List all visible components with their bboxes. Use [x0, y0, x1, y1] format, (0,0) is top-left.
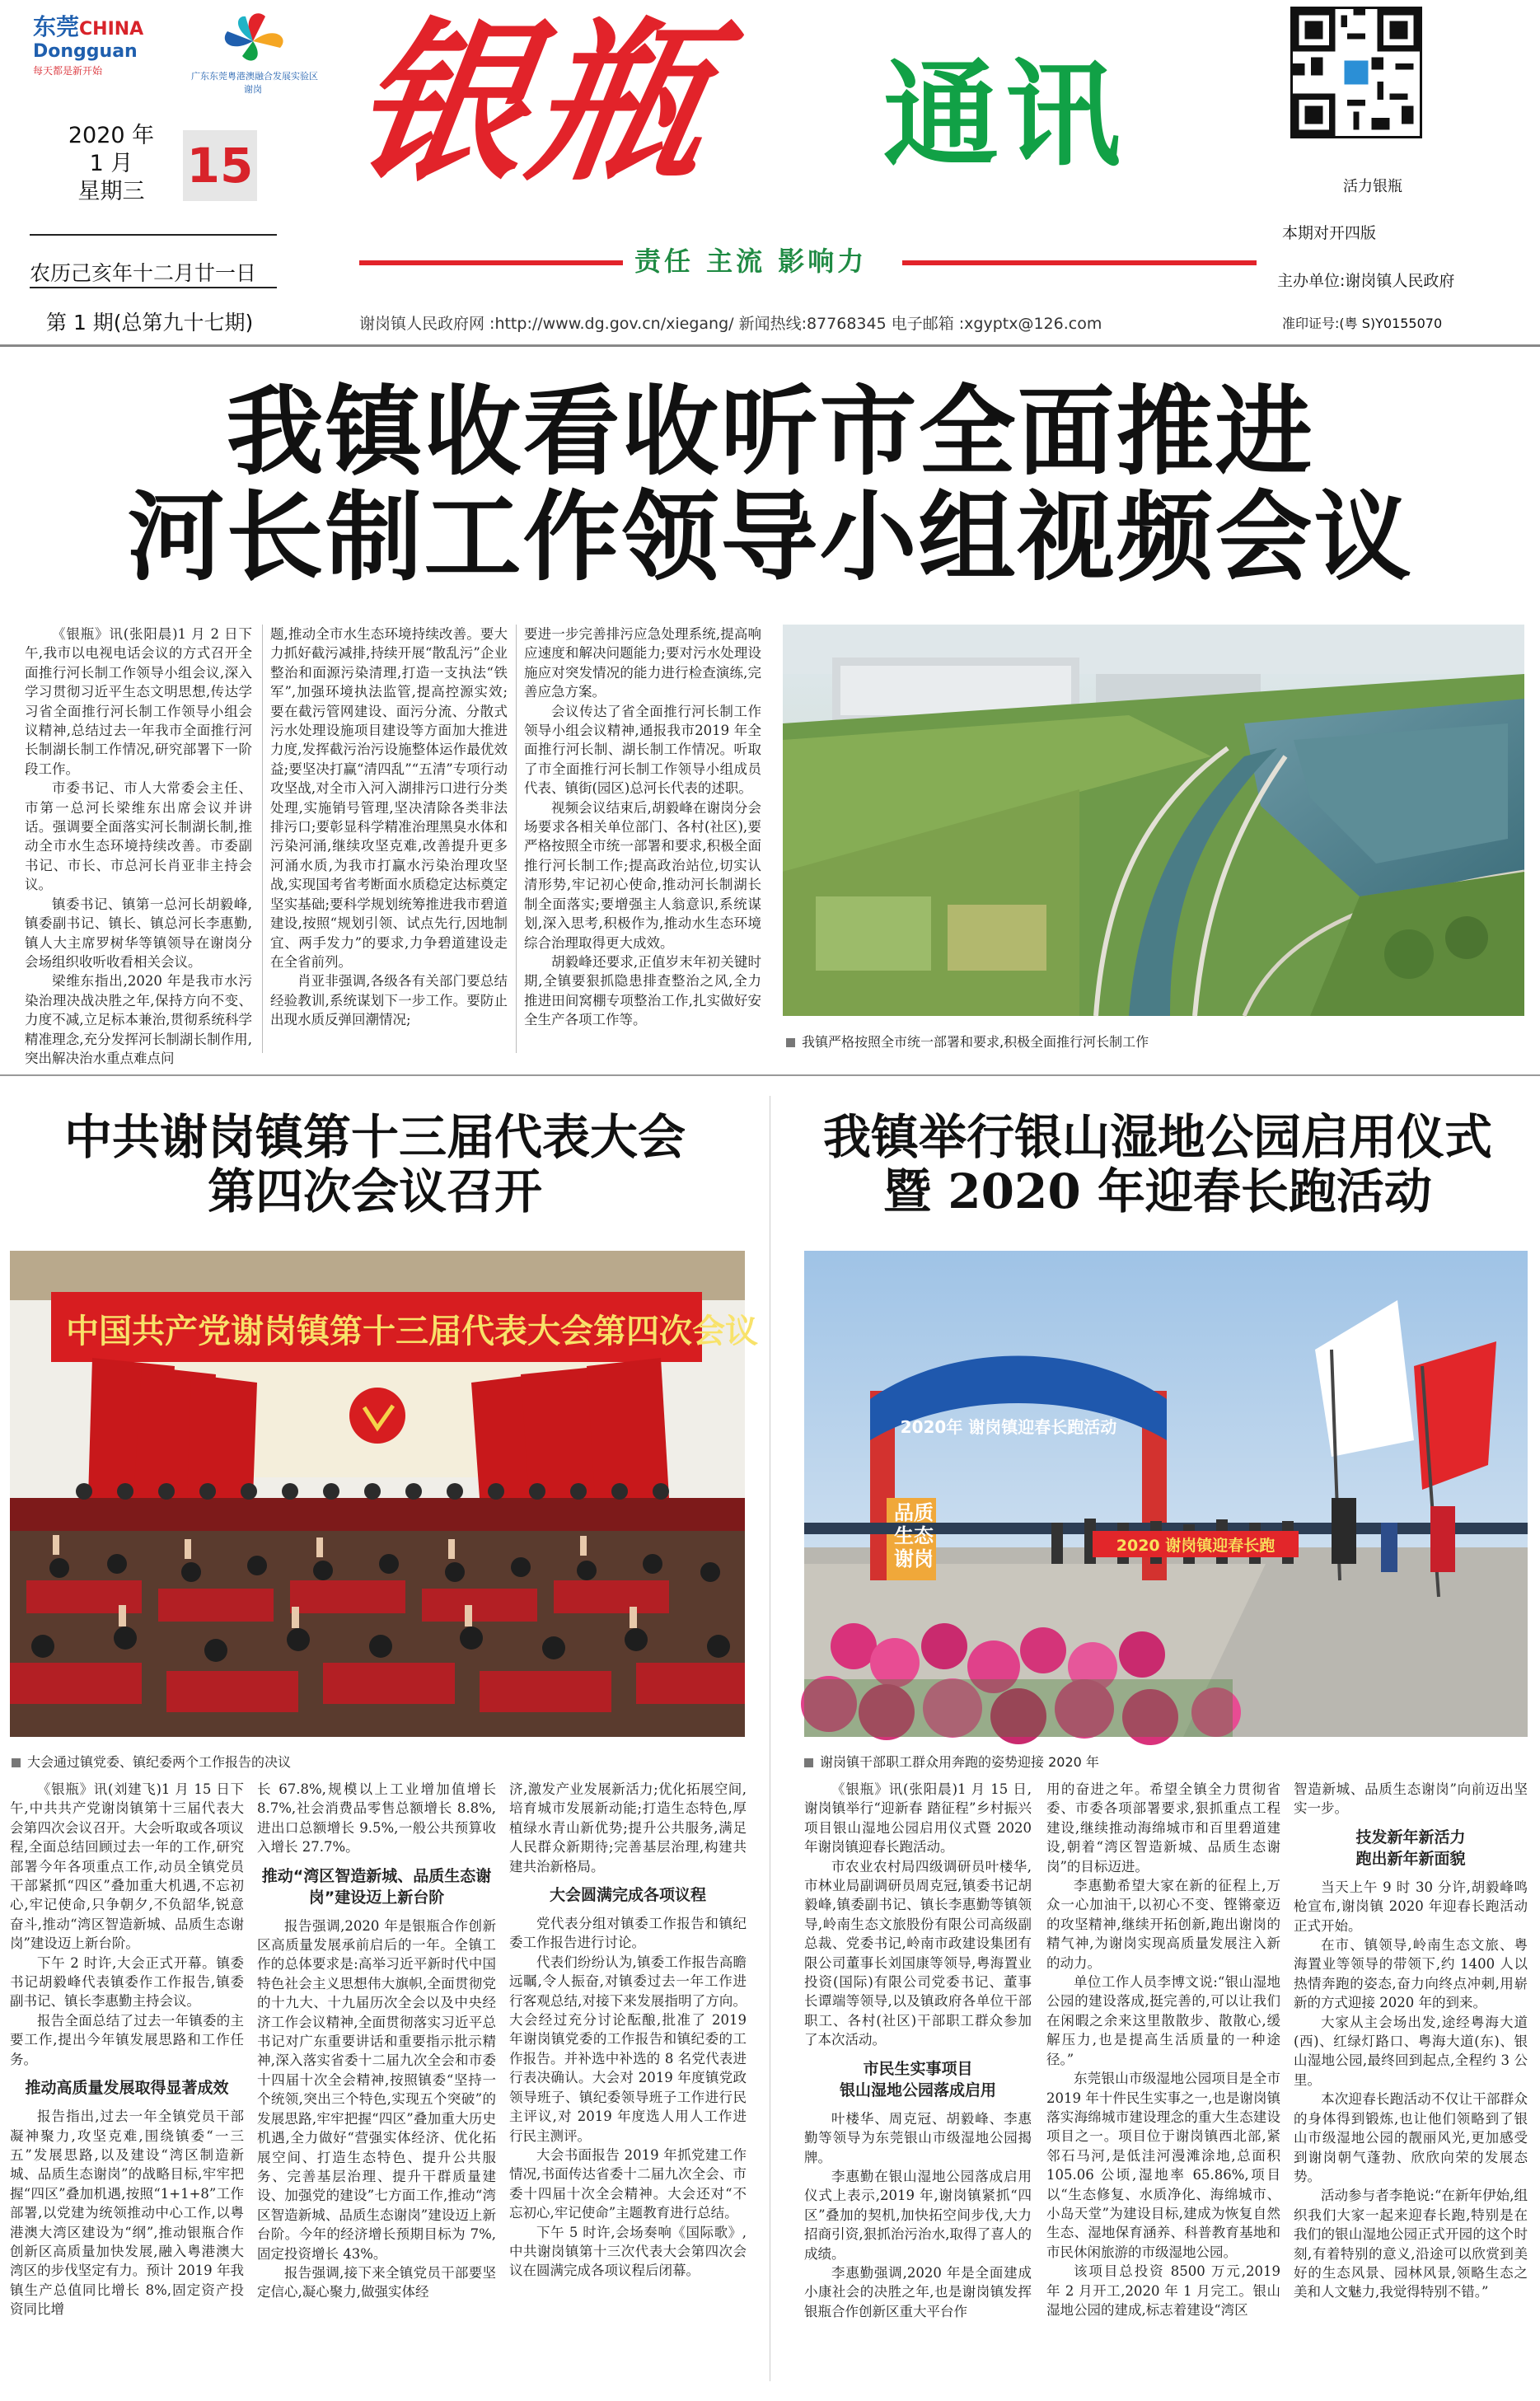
story1-column-3 [524, 625, 761, 1055]
issue-month: 1 月 [89, 151, 133, 176]
story1-paragraph: 会议传达了省全面推行河长制工作领导小组会议精神,通报我市2019 年全面推行河长制、湖长制工作情况。听取了市全面推行河长制工作领导小组成员代表、镇街(园区)总河长代表的述职。 [524, 703, 761, 797]
slogan-bar-right [902, 260, 1257, 265]
pages-info: 本期对开四版 [1282, 224, 1377, 242]
masthead-contact: 谢岗镇人民政府网 :http://www.dg.gov.cn/xiegang/ 新闻热线:87768345 电子邮箱 :xgyptx@126.com [359, 315, 1102, 333]
story1-paragraph: 视频会议结束后,胡毅峰在谢岗分会场要求各相关单位部门、各村(社区),要严格按照全市统一部署和要求,积极全面推行河长制工作;提高政治站位,切实认清形势,牢记初心使命,推动河长制湖长制全面落实;要增强主人翁意识,系统谋划,深入思考,积极作为,推动水生态环境综合治理取得更大成效。 [524, 799, 761, 951]
story3-subheading: 银山湿地公园落成启用 [839, 2080, 996, 2099]
story1-headline-line2: 河长制工作领导小组视频会议 [127, 480, 1413, 594]
slogan-bar-left [359, 260, 623, 265]
story3-paragraph: 在市、镇领导,岭南生态文旅、粤海置业等领导的带领下,约 1400 人以热情奔跑的姿态,奋力向终点冲刺,用崭新的方式迎接 2020 年的到来。 [1294, 1937, 1528, 2011]
masthead-title-red: 银瓶 [341, 1, 726, 204]
story2-paragraph: 大会书面报告 2019 年抓党建工作情况,书面传达省委十二届九次全会、市委十四届十次全会精神。大会还对“不忘初心,牢记使命”主题教育进行总结。 [509, 2146, 747, 2221]
story2-paragraph: 党代表分组对镇委工作报告和镇纪委工作报告进行讨论。 [509, 1916, 747, 1951]
story1-paragraph: 要进一步完善排污应急处理系统,提高响应速度和解决问题能力;要对污水处理设施应对突发情况的能力进行检查演练,完善应急方案。 [524, 626, 761, 700]
story3-headline-line1: 我镇举行银山湿地公园启用仪式 [822, 1109, 1492, 1165]
qr-code [1290, 7, 1422, 138]
congress-banner-text: 中国共产党谢岗镇第十三届代表大会第四次会议 [66, 1313, 758, 1350]
dongguan-logo-en: Dongguan [33, 41, 138, 62]
story3-paragraph: 《银瓶》讯(张阳晨)1 月 15 日,谢岗镇举行“迎新春 踏征程”乡村振兴项目银山湿地公园启用仪式暨 2020 年谢岗镇迎春长跑活动。 [804, 1781, 1032, 1856]
arch-side-text: 品质生态谢岗 [894, 1501, 934, 1570]
issue-weekday: 星期三 [77, 179, 145, 204]
caption-square-icon [12, 1758, 21, 1767]
story2-headline-line1: 中共谢岗镇第十三届代表大会 [63, 1109, 686, 1165]
story2-paragraph: 下午 2 时许,大会正式开幕。镇委书记胡毅峰代表镇委作工作报告,镇委副书记、镇长李惠勤主持会议。 [10, 1954, 244, 2010]
lunar-divider [30, 287, 277, 288]
section-rule [0, 1074, 1540, 1076]
story1-photo-caption [786, 1032, 1149, 1051]
story3-subheading: 技发新年新活力 [1355, 1828, 1466, 1846]
story2-paragraph: 代表们纷纷认为,镇委工作报告高瞻远瞩,令人振奋,对镇委过去一年工作进行客观总结,对接下来发展指明了方向。大会经过充分讨论酝酿,批准了 2019 年谢岗镇党委的工作报告和镇纪委的工作报告。并补选中补选的 8 名党代表进行表决确认。大会对 2019 年度镇党政领导班子、镇纪委领导班子工作进行民主评议,对 2019 年度选人用人工作进行民主测评。 [509, 1954, 747, 2144]
story1-paragraph: 题,推动全市水生态环境持续改善。要大力抓好截污减排,持续开展“散乱污”企业整治和面源污染清理,打造一支执法“铁军”,加强环境执法监管,提高控源实效;要在截污管网建设、面污分流、分散式污水处理设施项目建设等方面加大推进力度,发挥截污治污设施整体运作最优效益;要坚决打赢“清四乱”“五清”专项行动攻坚战,对全市入河入湖排污口进行分类处理,实施销号管理,坚决清除各类非法排污口;要彰显科学精准治理黑臭水体和污染河涌,继续攻坚克难,改善提升更多河涌水质,为我市打赢水污染治理攻坚战,实现国考省考断面水质稳定达标奠定坚实基础;要科学规划统筹推进我市碧道建设,按照“规划引领、试点先行,因地制宜、两手发力”的要求,力争碧道建设走在全省前列。 [270, 626, 508, 970]
pinwheel-icon [208, 8, 298, 63]
story2-subheading: 大会圆满完成各项议程 [549, 1886, 706, 1905]
story3-paragraph: 智造新城、品质生态谢岗”向前迈出坚实一步。 [1294, 1781, 1528, 1817]
story3-paragraph: 用的奋进之年。希望全镇全力贯彻省委、市委各项部署要求,狠抓重点工程建设,继续推动海绵城市和百里碧道建设,朝着“湾区智造新城、品质生态谢岗”的目标迈进。 [1046, 1781, 1280, 1874]
story3-paragraph: 李惠勤强调,2020 年是全面建成小康社会的决胜之年,也是谢岗镇发挥银瓶合作创新区重大平台作 [804, 2264, 1032, 2319]
date-divider [30, 234, 277, 236]
caption-square-icon [786, 1038, 795, 1047]
issue-date [49, 122, 173, 206]
story3-paragraph: 该项目总投资 8500 万元,2019 年 2 月开工,2020 年 1 月完工。银山湿地公园的建成,标志着建设“湾区 [1046, 2263, 1280, 2318]
story2-paragraph: 报告指出,过去一年全镇党员干部凝神聚力,攻坚克难,围绕镇委“一三五”发展思路,以及建设“湾区制造新城、品质生态谢岗”的战略目标,牢牢把握“四区”叠加机遇,按照“1+1+8”工作部署,以党建为统领推动中心工作,以粤港澳大湾区建设为“纲”,推动银瓶合作创新区高质量加快发展,融入粤港澳大湾区的步伐坚定有力。预计 2019 年我镇生产总值同比增长 8%,固定资产投资同比增 [10, 2108, 244, 2318]
runner-banner-text: 2020 谢岗镇迎春长跑 [1116, 1537, 1276, 1555]
masthead-rule [0, 344, 1540, 347]
dongguan-logo [33, 13, 157, 77]
issue-number: 第 1 期(总第九十七期) [46, 311, 254, 335]
story3-photo-caption [804, 1752, 1099, 1771]
story3-photo-caption-text: 谢岗镇干部职工群众用奔跑的姿势迎接 2020 年 [820, 1754, 1099, 1770]
masthead-slogan: 责任 主流 影响力 [634, 246, 868, 277]
story2-column-2 [257, 1780, 496, 2381]
story3-headline-line2: 暨 2020 年迎春长跑活动 [883, 1163, 1432, 1219]
story2-paragraph: 报告强调,接下来全镇党员干部要坚定信心,凝心聚力,做强实体经 [257, 2264, 496, 2300]
story3-paragraph: 李惠勤在银山湿地公园落成启用仪式上表示,2019 年,谢岗镇紧抓“四区”叠加的契机,加快拓空间步伐,大力招商引资,狠抓治污治水,取得了喜人的成绩。 [804, 2168, 1032, 2262]
issue-day: 15 [183, 130, 257, 201]
caption-square-icon [804, 1758, 813, 1767]
story3-paragraph: 李惠勤希望大家在新的征程上,万众一心加油干,以初心不变、铿锵豪迈的攻坚精神,继续开拓创新,跑出谢岗的精气神,为谢岗实现高质量发展注入新的动力。 [1046, 1878, 1280, 1971]
story1-column-1 [25, 625, 252, 1066]
lunar-date: 农历己亥年十二月廿一日 [30, 261, 257, 285]
bay-area-logo-line2: 谢岗 [244, 84, 262, 95]
story3-paragraph: 单位工作人员李博文说:“银山湿地公园的建设落成,挺完善的,可以让我们在闲暇之余来这里散散步、散散心,缓解压力,也是提高生活质量的一种途径。” [1046, 1974, 1280, 2067]
story3-column-3 [1294, 1780, 1528, 2381]
story2-paragraph: 济,激发产业发展新活力;优化拓展空间,培育城市发展新动能;打造生态特色,厚植绿水青山新优势;提升公共服务,满足人民群众新期待;完善基层治理,构建共建共治新格局。 [509, 1781, 747, 1874]
arch-banner-text: 2020年 谢岗镇迎春长跑活动 [900, 1417, 1117, 1437]
story2-column-3 [509, 1780, 747, 2381]
dongguan-logo-name: 东莞 [33, 13, 80, 40]
story3-paragraph: 东莞银山市级湿地公园项目是全市 2019 年十件民生实事之一,也是谢岗镇落实海绵城市建设理念的重大生态建设项目之一。项目位于谢岗镇西北部,紧邻石马河,是低洼河漫滩涂地,总面积 105.06 公顷,湿地率 65.86%,项目以“生态修复、水质净化、海绵城市、小岛天堂”为建设目标,建成为恢复自然生态、湿地保育涵养、科普教育基地和市民休闲旅游的市级湿地公园。 [1046, 2071, 1280, 2260]
story2-paragraph: 报告强调,2020 年是银瓶合作创新区高质量发展承前启后的一年。全镇工作的总体要求是:高举习近平新时代中国特色社会主义思想伟大旗帜,全面贯彻党的十九大、十九届历次全会以及中央经济工作会议精神,全面贯彻落实习近平总书记对广东重要讲话和重要指示批示精神,深入落实省委十二届九次全会和市委十四届十次全会精神,按照镇委“坚持一个统领,突出三个特色,实现五个突破”的发展思路,牢牢把握“四区”叠加重大历史机遇,全力做好“营强实体经济、优化拓展空间、打造生态特色、提升公共服务、完善基层治理、提升干群质量建设、加强党的建设”七方面工作,推动“湾区智造新城、品质生态谢岗”建设迈上新台阶。今年的经济增长预期目标为 7%,固定投资增长 43%。 [257, 1917, 496, 2262]
story2-paragraph: 报告全面总结了过去一年镇委的主要工作,提出今年镇发展思路和工作任务。 [10, 2012, 244, 2067]
dongguan-logo-tagline: 每天都是新开始 [33, 65, 103, 77]
bay-area-logo [191, 8, 318, 95]
issue-year: 2020 年 [68, 123, 155, 148]
story3-paragraph: 当天上午 9 时 30 分许,胡毅峰鸣枪宣布,谢岗镇 2020 年迎春长跑活动正式开始。 [1294, 1879, 1528, 1934]
story2-paragraph: 下午 5 时许,会场奏响《国际歌》,中共谢岗镇第十三次代表大会第四次会议在圆满完成各项议程后闭幕。 [509, 2224, 747, 2279]
story3-subheading: 市民生实事项目 [863, 2059, 973, 2078]
story3-paragraph: 大家从主会场出发,途经粤海大道(西)、红绿灯路口、粤海大道(东)、银山湿地公园,最终回到起点,全程约 3 公里。 [1294, 2014, 1528, 2088]
story1-paragraph: 梁维东指出,2020 年是我市水污染治理决战决胜之年,保持方向不变、力度不减,立足标本兼治,贯彻系统科学精准理念,充分发挥河长制湖长制作用,突出解决治水重点难点问 [25, 973, 252, 1066]
dongguan-logo-china: CHINA [79, 19, 144, 40]
story2-headline-line2: 第四次会议召开 [207, 1163, 542, 1219]
river-aerial-photo [783, 625, 1524, 1016]
story2-paragraph: 《银瓶》讯(刘建飞)1 月 15 日下午,中共共产党谢岗镇第十三届代表大会第四次会议召开。大会听取或各项议程,全面总结回顾过去一年的工作,研究部署今年各项重点工作,动员全镇党员干部紧抓“四区”叠加重大机遇,不忘初心,牢记使命,只争朝夕,不负韶华,锐意奋斗,推动“湾区智造新城、品质生态谢岗”建设迈上新台阶。 [10, 1781, 244, 1952]
bay-area-logo-line1: 广东东莞粤港澳融合发展实验区 [191, 71, 318, 82]
story2-subheading: 推动高质量发展取得显著成效 [25, 2079, 229, 2098]
story3-paragraph: 叶楼华、周克冠、胡毅峰、李惠勤等领导为东莞银山市级湿地公园揭牌。 [804, 2110, 1032, 2165]
story3-column-1 [804, 1780, 1032, 2381]
sponsor-info: 主办单位:谢岗镇人民政府 [1277, 272, 1455, 290]
story1-headline-line1: 我镇收看收听市全面推进 [226, 375, 1314, 489]
story1-paragraph: 《银瓶》讯(张阳晨)1 月 2 日下午,我市以电视电话会议的方式召开全面推行河长制工作领导小组会议,深入学习贯彻习近平生态文明思想,传达学习省全面推行河长制工作领导小组会议精神,总结过去一年我市全面推行河长制湖长制工作情况,研究部署下一阶段工作。 [25, 626, 252, 777]
story3-paragraph: 市农业农村局四级调研员叶楼华,市林业局副调研员周克冠,镇委书记胡毅峰,镇委副书记、镇长李惠勤等镇领导,岭南生态文旅股份有限公司高级副总裁、党委书记,岭南市政建设集团有限公司董事长刘国康等领导,粤海置业投资(国际)有限公司党委书记、董事长谭端等领导,以及镇政府各单位干部职工、各村(社区)干部职工群众参加了本次活动。 [804, 1858, 1032, 2048]
story1-paragraph: 市委书记、市人大常委会主任、市第一总河长梁维东出席会议并讲话。强调要全面落实河长制湖长制,推动全市水生态环境持续改善。市委副书记、市长、市总河长肖亚非主持会议。 [25, 780, 252, 893]
story3-subheading: 跑出新年新面貌 [1355, 1849, 1466, 1868]
permit-info: 准印证号:(粤 S)Y0155070 [1282, 316, 1443, 331]
masthead-title-green: 通讯 [883, 49, 1128, 183]
story3-paragraph: 本次迎春长跑活动不仅让干部群众的身体得到锻炼,也让他们领略到了银山市级湿地公园的靓丽风光,更加感受到谢岗朝气蓬勃、欣欣向荣的发展态势。 [1294, 2091, 1528, 2184]
story2-column-1 [10, 1780, 244, 2381]
column-rule [262, 625, 263, 1053]
story1-paragraph: 镇委书记、镇第一总河长胡毅峰,镇委副书记、镇长、镇总河长李惠勤,镇人大主席罗树华等镇领导在谢岗分会场组织收听收看相关会议。 [25, 896, 252, 970]
story2-subheading: 推动“湾区智造新城、品质生态谢岗”建设迈上新台阶 [261, 1866, 492, 1907]
story1-photo-caption-text: 我镇严格按照全市统一部署和要求,积极全面推行河长制工作 [802, 1034, 1149, 1050]
story1-paragraph: 肖亚非强调,各级各有关部门要总结经验教训,系统谋划下一步工作。要防止出现水质反弹回潮情况; [270, 973, 508, 1028]
spring-run-photo [804, 1251, 1528, 1737]
story1-paragraph: 胡毅峰还要求,正值岁末年初关键时期,全镇要狠抓隐患排查整治之风,全力推进田间窝棚专项整治工作,扎实做好安全生产各项工作等。 [524, 953, 761, 1028]
qr-label: 活力银瓶 [1343, 178, 1402, 195]
column-rule [516, 625, 517, 1053]
story3-column-2 [1046, 1780, 1280, 2381]
story2-paragraph: 长 67.8%,规模以上工业增加值增长 8.7%,社会消费品零售总额增长 8.8%,进出口总额增长 9.5%,一般公共预算收入增长 27.7%。 [257, 1781, 496, 1856]
story2-photo-caption-text: 大会通过镇党委、镇纪委两个工作报告的决议 [27, 1754, 292, 1770]
story1-column-2 [270, 625, 508, 1055]
story2-photo-caption [12, 1752, 291, 1771]
story3-paragraph: 活动参与者李艳说:“在新年伊始,组织我们大家一起来迎春长跑,特别是在我们的银山湿地公园正式开园的这个时刻,有着特别的意义,沿途可以欣赏到美好的生态风景、园林风景,领略生态之美和人文魅力,我觉得特别不错。” [1294, 2188, 1528, 2300]
